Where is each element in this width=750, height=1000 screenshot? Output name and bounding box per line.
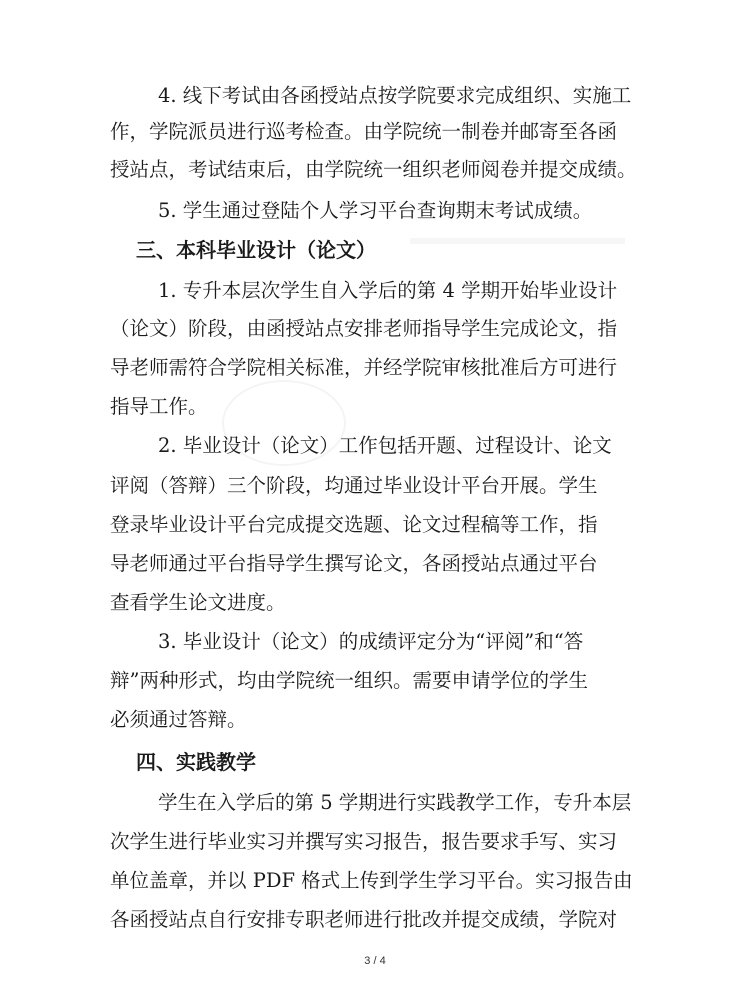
text-line: 指导工作。 — [110, 395, 208, 418]
text-line: 登录毕业设计平台完成提交选题、论文过程稿等工作，指 — [110, 513, 598, 536]
section-heading-practice: 四、实践教学 — [136, 750, 256, 774]
text-line: 次学生进行毕业实习并撰写实习报告，报告要求手写、实习 — [110, 830, 618, 853]
text-line: 查看学生论文进度。 — [110, 591, 286, 614]
text-line: 授站点，考试结束后，由学院统一组织老师阅卷并提交成绩。 — [110, 158, 637, 181]
text-line: 必须通过答辩。 — [110, 708, 247, 731]
text-line: （论文）阶段，由函授站点安排老师指导学生完成论文，指 — [110, 317, 618, 340]
section-heading-thesis: 三、本科毕业设计（论文） — [136, 238, 376, 262]
text-line: 5. 学生通过登陆个人学习平台查询期末考试成绩。 — [158, 199, 593, 222]
text-line: 学生在入学后的第 5 学期进行实践教学工作，专升本层 — [158, 791, 632, 814]
text-line: 4. 线下考试由各函授站点按学院要求完成组织、实施工 — [158, 84, 632, 107]
text-line: 辩”两种形式，均由学院统一组织。需要申请学位的学生 — [110, 669, 588, 692]
text-line: 各函授站点自行安排专职老师进行批改并提交成绩，学院对 — [110, 908, 618, 931]
text-line: 3. 毕业设计（论文）的成绩评定分为“评阅”和“答 — [158, 630, 584, 653]
text-line: 2. 毕业设计（论文）工作包括开题、过程设计、论文 — [158, 434, 612, 457]
page-number: 3 / 4 — [364, 955, 386, 967]
faint-bleed-through-mark — [410, 238, 625, 244]
text-line: 作，学院派员进行巡考检查。由学院统一制卷并邮寄至各函 — [110, 120, 618, 143]
text-line: 评阅（答辩）三个阶段，均通过毕业设计平台开展。学生 — [110, 474, 598, 497]
text-line: 1. 专升本层次学生自入学后的第 4 学期开始毕业设计 — [158, 279, 618, 302]
text-line: 导老师通过平台指导学生撰写论文，各函授站点通过平台 — [110, 552, 598, 575]
text-line: 单位盖章，并以 PDF 格式上传到学生学习平台。实习报告由 — [110, 869, 633, 892]
text-line: 导老师需符合学院相关标准，并经学院审核批准后方可进行 — [110, 356, 618, 379]
